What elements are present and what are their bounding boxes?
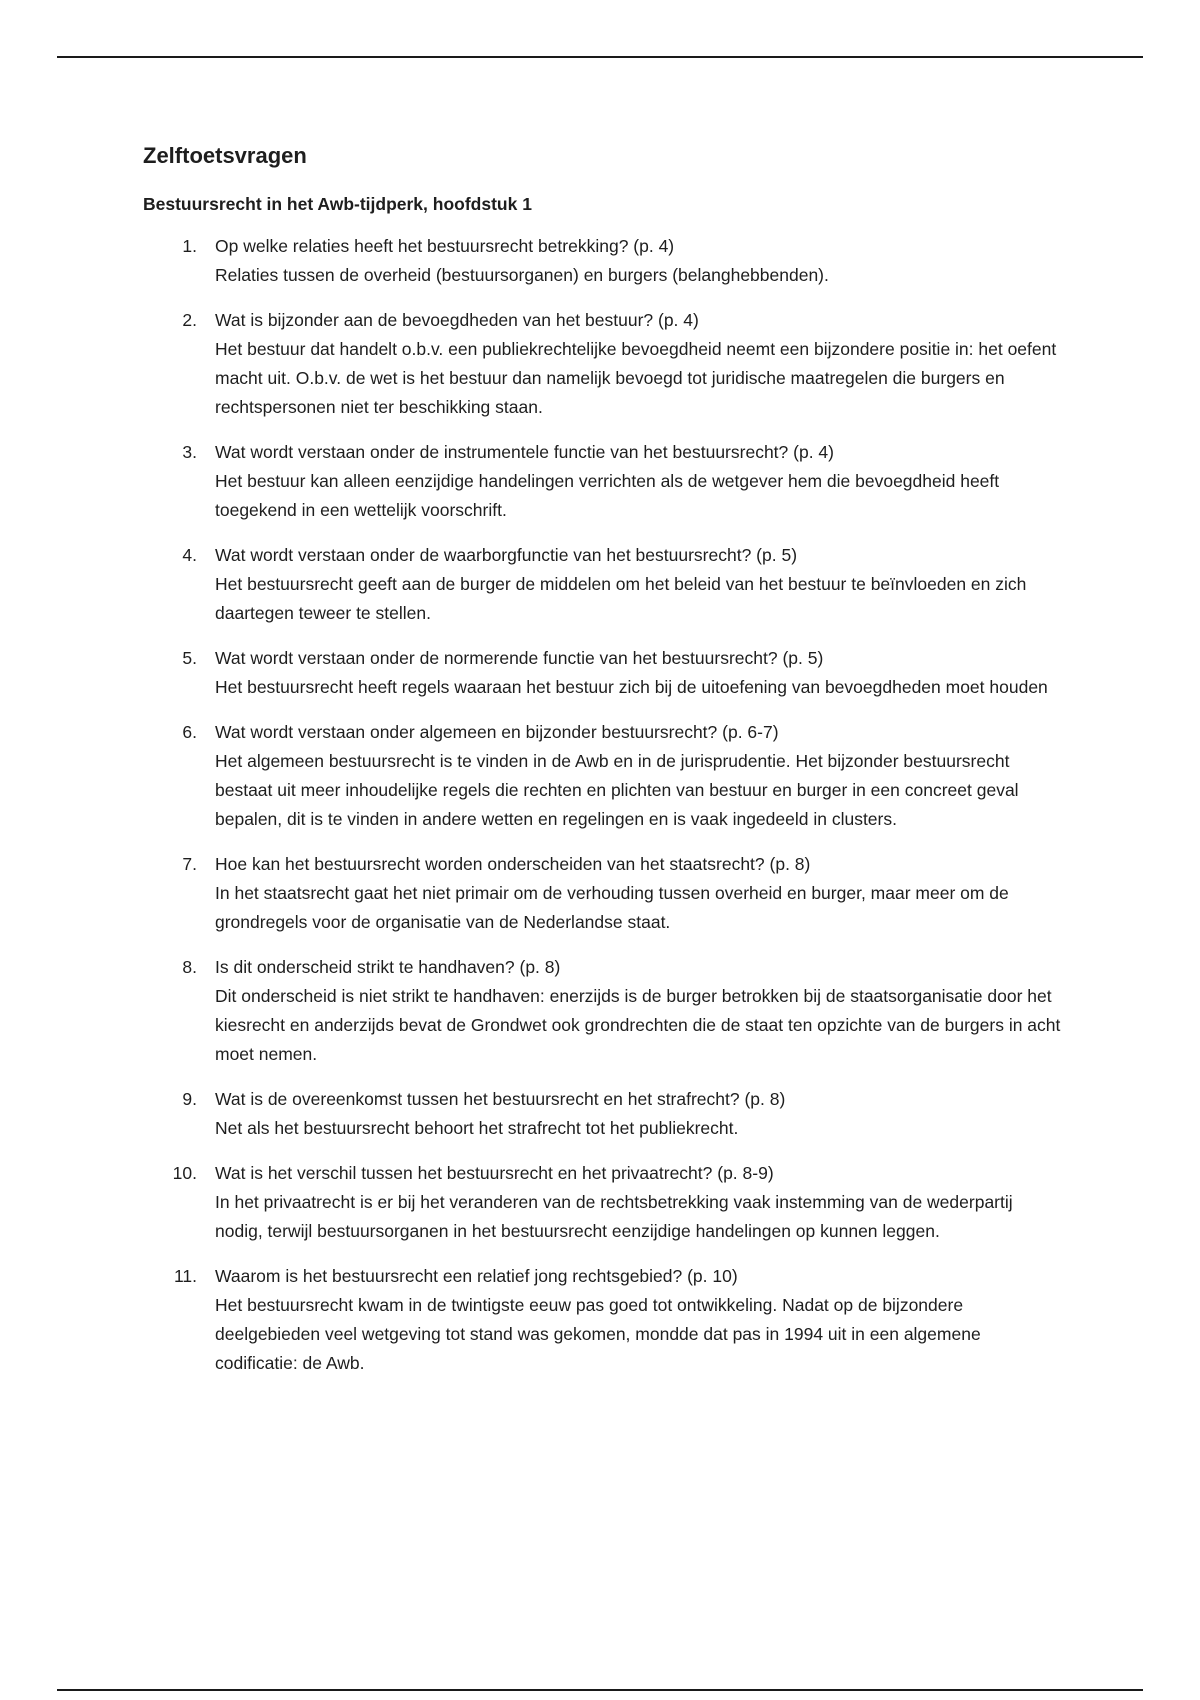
bottom-rule: [57, 1689, 1143, 1691]
question-text: Wat wordt verstaan onder algemeen en bijzonder bestuursrecht? (p. 6-7): [215, 722, 779, 742]
question-text: Wat wordt verstaan onder de instrumentele functie van het bestuursrecht? (p. 4): [215, 442, 834, 462]
question-number: 2.: [182, 310, 197, 330]
question-text: Wat wordt verstaan onder de normerende functie van het bestuursrecht? (p. 5): [215, 648, 824, 668]
question-item: [143, 718, 1063, 834]
question-text: Wat is de overeenkomst tussen het bestuursrecht en het strafrecht? (p. 8): [215, 1089, 786, 1109]
question-item: [143, 850, 1063, 937]
answer-text: Het bestuursrecht geeft aan de burger de middelen om het beleid van het bestuur te beïnvloeden en zich daartegen teweer te stellen.: [215, 574, 1027, 623]
question-text: Hoe kan het bestuursrecht worden onderscheiden van het staatsrecht? (p. 8): [215, 854, 811, 874]
question-item: [143, 644, 1063, 702]
document-content: [143, 142, 1063, 1394]
question-text: Wat is het verschil tussen het bestuursrecht en het privaatrecht? (p. 8-9): [215, 1163, 774, 1183]
question-number: 7.: [182, 854, 197, 874]
question-item: [143, 306, 1063, 422]
document-subtitle: Bestuursrecht in het Awb-tijdperk, hoofdstuk 1: [143, 194, 532, 214]
question-text: Wat is bijzonder aan de bevoegdheden van het bestuur? (p. 4): [215, 310, 699, 330]
question-number: 3.: [182, 442, 197, 462]
question-item: [143, 1262, 1063, 1378]
answer-text: Net als het bestuursrecht behoort het strafrecht tot het publiekrecht.: [215, 1118, 739, 1138]
document-title: Zelftoetsvragen: [143, 143, 307, 168]
question-number: 4.: [182, 545, 197, 565]
question-number: 1.: [182, 236, 197, 256]
answer-text: Het bestuursrecht heeft regels waaraan het bestuur zich bij de uitoefening van bevoegdheden moet houden: [215, 677, 1048, 697]
question-item: [143, 1159, 1063, 1246]
answer-text: Het algemeen bestuursrecht is te vinden in de Awb en in de jurisprudentie. Het bijzonder bestuursrecht bestaat uit meer inhoudelijke regels die rechten en plichten van bestuur en burger in een concreet geval bepalen, dit is te vinden in andere wetten en regelingen en is vaak ingedeeld in clusters.: [215, 751, 1019, 829]
question-number: 11.: [173, 1266, 197, 1286]
question-item: [143, 438, 1063, 525]
answer-text: Het bestuur dat handelt o.b.v. een publiekrechtelijke bevoegdheid neemt een bijzondere positie in: het oefent macht uit. O.b.v. de wet is het bestuur dan namelijk bevoegd tot juridische maatregelen die burgers en rechtspersonen niet ter beschikking staan.: [215, 339, 1057, 417]
question-text: Op welke relaties heeft het bestuursrecht betrekking? (p. 4): [215, 236, 675, 256]
question-item: [143, 232, 1063, 290]
answer-text: In het staatsrecht gaat het niet primair om de verhouding tussen overheid en burger, maar meer om de grondregels voor de organisatie van de Nederlandse staat.: [215, 883, 1009, 932]
answer-text: Relaties tussen de overheid (bestuursorganen) en burgers (belanghebbenden).: [215, 265, 829, 285]
question-item: [143, 953, 1063, 1069]
answer-text: Dit onderscheid is niet strikt te handhaven: enerzijds is de burger betrokken bij de staatsorganisatie door het kiesrecht en anderzijds bevat de Grondwet ook grondrechten die de staat ten opzichte van de burgers in acht moet nemen.: [215, 986, 1061, 1064]
question-number: 9.: [182, 1089, 197, 1109]
question-item: [143, 1085, 1063, 1143]
question-text: Wat wordt verstaan onder de waarborgfunctie van het bestuursrecht? (p. 5): [215, 545, 798, 565]
question-number: 5.: [182, 648, 197, 668]
answer-text: Het bestuur kan alleen eenzijdige handelingen verrichten als de wetgever hem die bevoegdheid heeft toegekend in een wettelijk voorschrift.: [215, 471, 1000, 520]
top-rule: [57, 56, 1143, 58]
question-number: 8.: [182, 957, 197, 977]
question-item: [143, 541, 1063, 628]
question-number: 6.: [182, 722, 197, 742]
answer-text: In het privaatrecht is er bij het veranderen van de rechtsbetrekking vaak instemming van de wederpartij nodig, terwijl bestuursorganen in het bestuursrecht eenzijdige handelingen op kunnen leggen.: [215, 1192, 1013, 1241]
answer-text: Het bestuursrecht kwam in de twintigste eeuw pas goed tot ontwikkeling. Nadat op de bijzondere deelgebieden veel wetgeving tot stand was gekomen, mondde dat pas in 1994 uit in een algemene codificatie: de Awb.: [215, 1295, 981, 1373]
question-number: 10.: [172, 1163, 197, 1183]
question-list: [143, 232, 1063, 1378]
question-text: Waarom is het bestuursrecht een relatief jong rechtsgebied? (p. 10): [215, 1266, 738, 1286]
question-text: Is dit onderscheid strikt te handhaven? (p. 8): [215, 957, 561, 977]
